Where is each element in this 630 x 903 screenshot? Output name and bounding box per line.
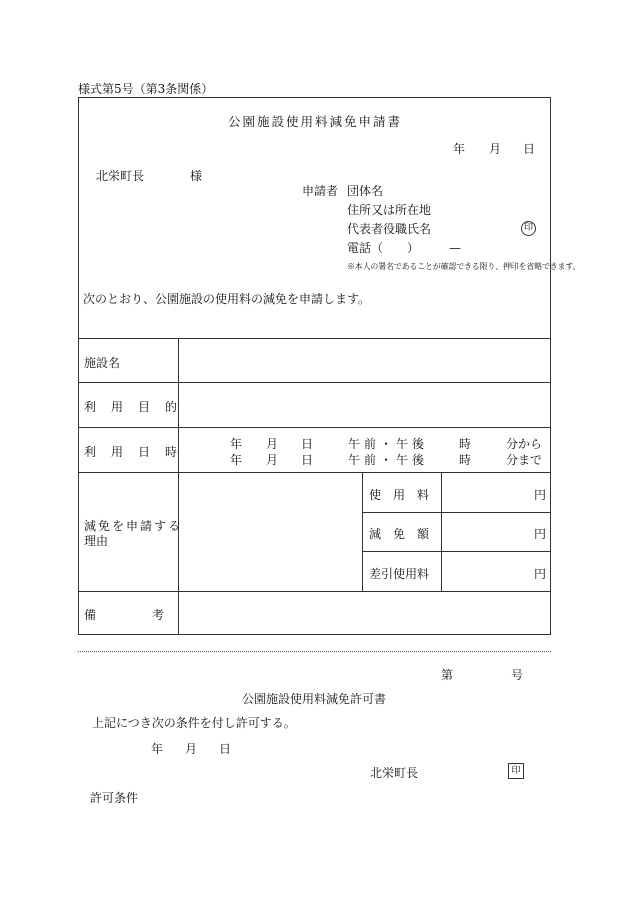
applicant-group-name: 団体名 — [347, 184, 384, 198]
purpose-label: 利用目的 — [84, 400, 193, 414]
permit-date-month: 月 — [185, 742, 198, 756]
permit-date-year: 年 — [151, 742, 164, 756]
applicant-seal — [521, 219, 536, 236]
reason-label-line1: 減免を申請する — [84, 519, 183, 533]
table-row-line — [78, 427, 551, 428]
datetime-to-day: 日 — [301, 453, 314, 467]
net-fee-unit: 円 — [534, 567, 547, 581]
net-fee-label: 差引使用料 — [369, 567, 430, 581]
form-number: 様式第5号（第3条関係） — [78, 82, 214, 96]
applicant-phone: 電話（ ） — — [347, 241, 462, 255]
reduction-amount-label: 減免額 — [369, 527, 442, 541]
table-label-divider — [178, 338, 179, 635]
datetime-from-hour: 時 — [459, 437, 472, 451]
label-text: 施設名 — [84, 356, 121, 370]
seal-mark: 印 — [521, 221, 536, 236]
application-date-day: 日 — [523, 142, 536, 156]
permit-date-day: 日 — [219, 742, 232, 756]
permit-title: 公園施設使用料減免許可書 — [242, 692, 387, 706]
application-date-month: 月 — [489, 142, 502, 156]
table-row-line — [78, 472, 551, 473]
datetime-from-year: 年 — [230, 437, 243, 451]
table-top-line — [78, 338, 551, 339]
reason-label-text: 理由 — [84, 534, 109, 548]
facility-name-label — [84, 354, 172, 371]
application-date-year: 年 — [453, 142, 466, 156]
permit-number-suffix: 号 — [511, 668, 524, 682]
datetime-to-month: 月 — [266, 453, 279, 467]
datetime-to-hour: 時 — [459, 453, 472, 467]
usage-fee-unit: 円 — [534, 488, 547, 502]
application-statement: 次のとおり、公園施設の使用料の減免を申請します。 — [83, 292, 371, 306]
datetime-to-minute: 分まで — [506, 453, 543, 467]
permit-number-prefix: 第 — [441, 668, 454, 682]
applicant-label: 申請者 — [302, 184, 339, 198]
datetime-from-minute: 分から — [506, 437, 543, 451]
permit-statement: 上記につき次の条件を付し許可する。 — [92, 716, 296, 730]
permit-issuer: 北栄町長 — [370, 766, 419, 780]
fee-value-divider — [441, 472, 442, 591]
datetime-to-year: 年 — [230, 453, 243, 467]
table-row-line — [78, 591, 551, 592]
cut-line — [78, 651, 551, 652]
datetime-from-day: 日 — [301, 437, 314, 451]
permit-conditions-label: 許可条件 — [90, 791, 139, 805]
datetime-from-month: 月 — [266, 437, 279, 451]
applicant-address: 住所又は所在地 — [347, 203, 432, 217]
seal-mark: 印 — [508, 763, 524, 779]
addressee: 北栄町長 — [96, 169, 145, 183]
datetime-to-ampm: 午前・午後 — [348, 453, 429, 467]
usage-fee-label: 使用料 — [369, 488, 442, 502]
datetime-label: 利用日時 — [84, 445, 193, 459]
table-row-line — [78, 382, 551, 383]
fee-row-line — [362, 512, 551, 513]
addressee-suffix: 様 — [190, 169, 203, 183]
signature-note: ※本人の署名であることが確認できる限り、押印を省略できます。 — [347, 262, 581, 271]
fee-row-line — [362, 551, 551, 552]
application-title: 公園施設使用料減免申請書 — [227, 114, 402, 129]
remarks-label: 備考 — [84, 608, 221, 622]
fee-label-divider — [362, 472, 363, 591]
applicant-representative: 代表者役職氏名 — [347, 222, 432, 236]
permit-seal — [508, 762, 524, 779]
reduction-amount-unit: 円 — [534, 527, 547, 541]
datetime-from-ampm: 午前・午後 — [348, 437, 429, 451]
